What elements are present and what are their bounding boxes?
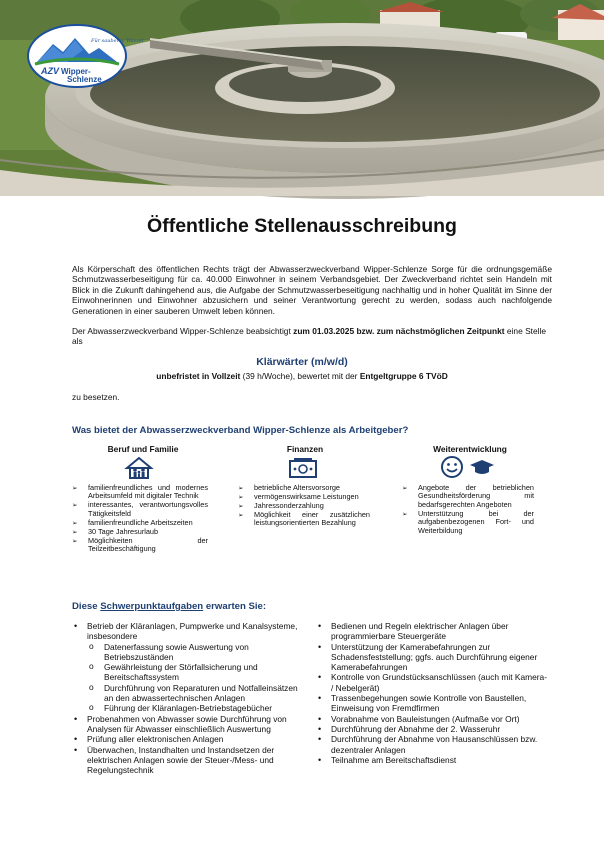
offer-col-heading-family: Beruf und Familie: [107, 444, 179, 454]
offer-list-development: [402, 484, 534, 536]
list-item: • Durchführung der Abnahme der 2. Wasseruhr: [316, 724, 548, 734]
to-fill-text: zu besetzen.: [72, 392, 120, 402]
offer-col-heading-development: Weiterentwicklung: [433, 444, 507, 454]
list-item: ➢ betriebliche Altersvorsorge: [238, 484, 370, 492]
list-item: • Probenahmen von Abwasser sowie Durchführung von Analysen für Abwasser einschließlich Auswertung: [72, 714, 298, 735]
list-item: • Teilnahme am Bereitschaftsdienst: [316, 755, 548, 765]
list-item: ➢ interessantes, verantwortungsvolles Tätigkeitsfeld: [72, 501, 208, 518]
intent-paragraph: [72, 326, 552, 347]
list-item: • Kontrolle von Grundstücksanschlüssen (auch mit Kamera- / Nebelgerät): [316, 672, 548, 693]
cash-register-icon: [288, 457, 318, 484]
svg-text:Für sauberes Wasser: Für sauberes Wasser: [91, 38, 145, 44]
smiley-graduation-icon: [440, 455, 496, 484]
list-item: • Unterstützung der Kamerabefahrungen zur Schadensfeststellung; ggfs. auch Durchführung eigener Kamerabefahrungen: [316, 642, 548, 673]
list-item: ➢ Angebote der betrieblichen Gesundheitsförderung mit bedarfsgerechten Angeboten: [402, 484, 534, 509]
list-item: • Bedienen und Regeln elektrischer Anlagen über programmierbare Steuergeräte: [316, 621, 548, 642]
duties-heading-before: Diese: [72, 601, 101, 612]
duties-heading: [72, 601, 266, 612]
duty-text: Betrieb der Kläranlagen, Pumpwerke und Kanalsysteme, insbesondere: [87, 621, 298, 642]
duties-heading-underlined: Schwerpunktaufgaben: [100, 601, 204, 612]
job-terms: [0, 371, 604, 381]
list-item: • Prüfung aller elektronischen Anlagen: [72, 734, 298, 744]
job-title: Klärwärter (m/w/d): [256, 356, 348, 368]
offer-heading: Was bietet der Abwasserzweckverband Wipper-Schlenze als Arbeitgeber?: [72, 425, 409, 436]
list-item: o Datenerfassung sowie Auswertung von Betriebszuständen: [87, 642, 298, 663]
svg-text:Wipper-: Wipper-: [61, 67, 91, 76]
job-terms-contract: unbefristet in Vollzeit: [156, 371, 241, 381]
list-item: ➢ Möglichkeit einer zusätzlichen leistungsorientierten Bezahlung: [238, 511, 370, 528]
list-item: ➢ Unterstützung bei der aufgabenbezogenen Fort- und Weiterbildung: [402, 510, 534, 535]
list-item: • Vorabnahme von Bauleistungen (Aufmaße vor Ort): [316, 714, 548, 724]
list-item: ➢ vermögenswirksame Leistungen: [238, 493, 370, 501]
intent-text-after: eine Stelle als: [72, 326, 547, 347]
list-item: • Durchführung der Abnahme von Hausanschlüssen bzw. dezentraler Anlagen: [316, 734, 548, 755]
intro-paragraph: Als Körperschaft des öffentlichen Rechts trägt der Abwasserzweckverband Wipper-Schlenze Sorge für die ordnungsgemäße Schmutzwasserbeseitigung für ca. 40.000 Einwohner in seinem Verbandsgebiet. Der Zweckverband richtet sein Handeln mit Blick in die Zukunft dahingehend aus, die Aufgabe der Schmutzwasserbeseitigung nachhaltig und in hoher Qualität im Sinne der Einwohnerinnen und Einwohner abzusichern und seiner Verantwortung gerecht zu werden, sodass auch nachfolgende Generationen in einer sauberen Umwelt leben können.: [72, 264, 552, 316]
list-item: ➢ 30 Tage Jahresurlaub: [72, 528, 208, 536]
list-item: o Führung der Kläranlagen-Betriebstagebücher: [87, 703, 298, 713]
list-item: • Überwachen, Instandhalten und Instandsetzen der elektrischen Anlagen sowie der Steuer-/Mess- und Regelungstechnik: [72, 745, 298, 776]
duties-list-right: [316, 621, 548, 765]
intent-text-before: Der Abwasserzweckverband Wipper-Schlenze beabsichtigt: [72, 326, 294, 336]
offer-list-family: [72, 484, 208, 554]
azv-logo: [27, 24, 145, 88]
page-title: Öffentliche Stellenausschreibung: [147, 215, 457, 237]
list-item: ➢ Möglichkeiten der Teilzeitbeschäftigung: [72, 537, 208, 554]
list-item: o Durchführung von Reparaturen und Notfalleinsätzen an den abwassertechnischen Anlagen: [87, 683, 298, 704]
job-terms-pay-grade: Entgeltgruppe 6 TVöD: [359, 371, 448, 381]
duty-sublist: [87, 642, 298, 714]
list-item: ➢ Jahressonderzahlung: [238, 502, 370, 510]
duties-list-left: [72, 621, 298, 775]
intent-date: zum 01.03.2025 bzw. zum nächstmöglichen Zeitpunkt: [293, 326, 505, 336]
svg-text:Schlenze: Schlenze: [67, 75, 102, 84]
duties-heading-after: erwarten Sie:: [203, 601, 267, 612]
list-item: o Gewährleistung der Störfallsicherung und Bereitschaftssystem: [87, 662, 298, 683]
list-item: ➢ familienfreundliche Arbeitszeiten: [72, 519, 208, 527]
list-item: [72, 621, 298, 714]
svg-text:AZV: AZV: [41, 66, 59, 76]
job-terms-hours: (39 h/Woche), bewertet mit der: [240, 371, 360, 381]
offer-col-heading-finance: Finanzen: [286, 444, 324, 454]
house-family-icon: [124, 456, 154, 485]
list-item: • Trassenbegehungen sowie Kontrolle von Baustellen, Einweisung von Fremdfirmen: [316, 693, 548, 714]
list-item: ➢ familienfreundliches und modernes Arbeitsumfeld mit digitaler Technik: [72, 484, 208, 501]
offer-list-finance: [238, 484, 370, 528]
